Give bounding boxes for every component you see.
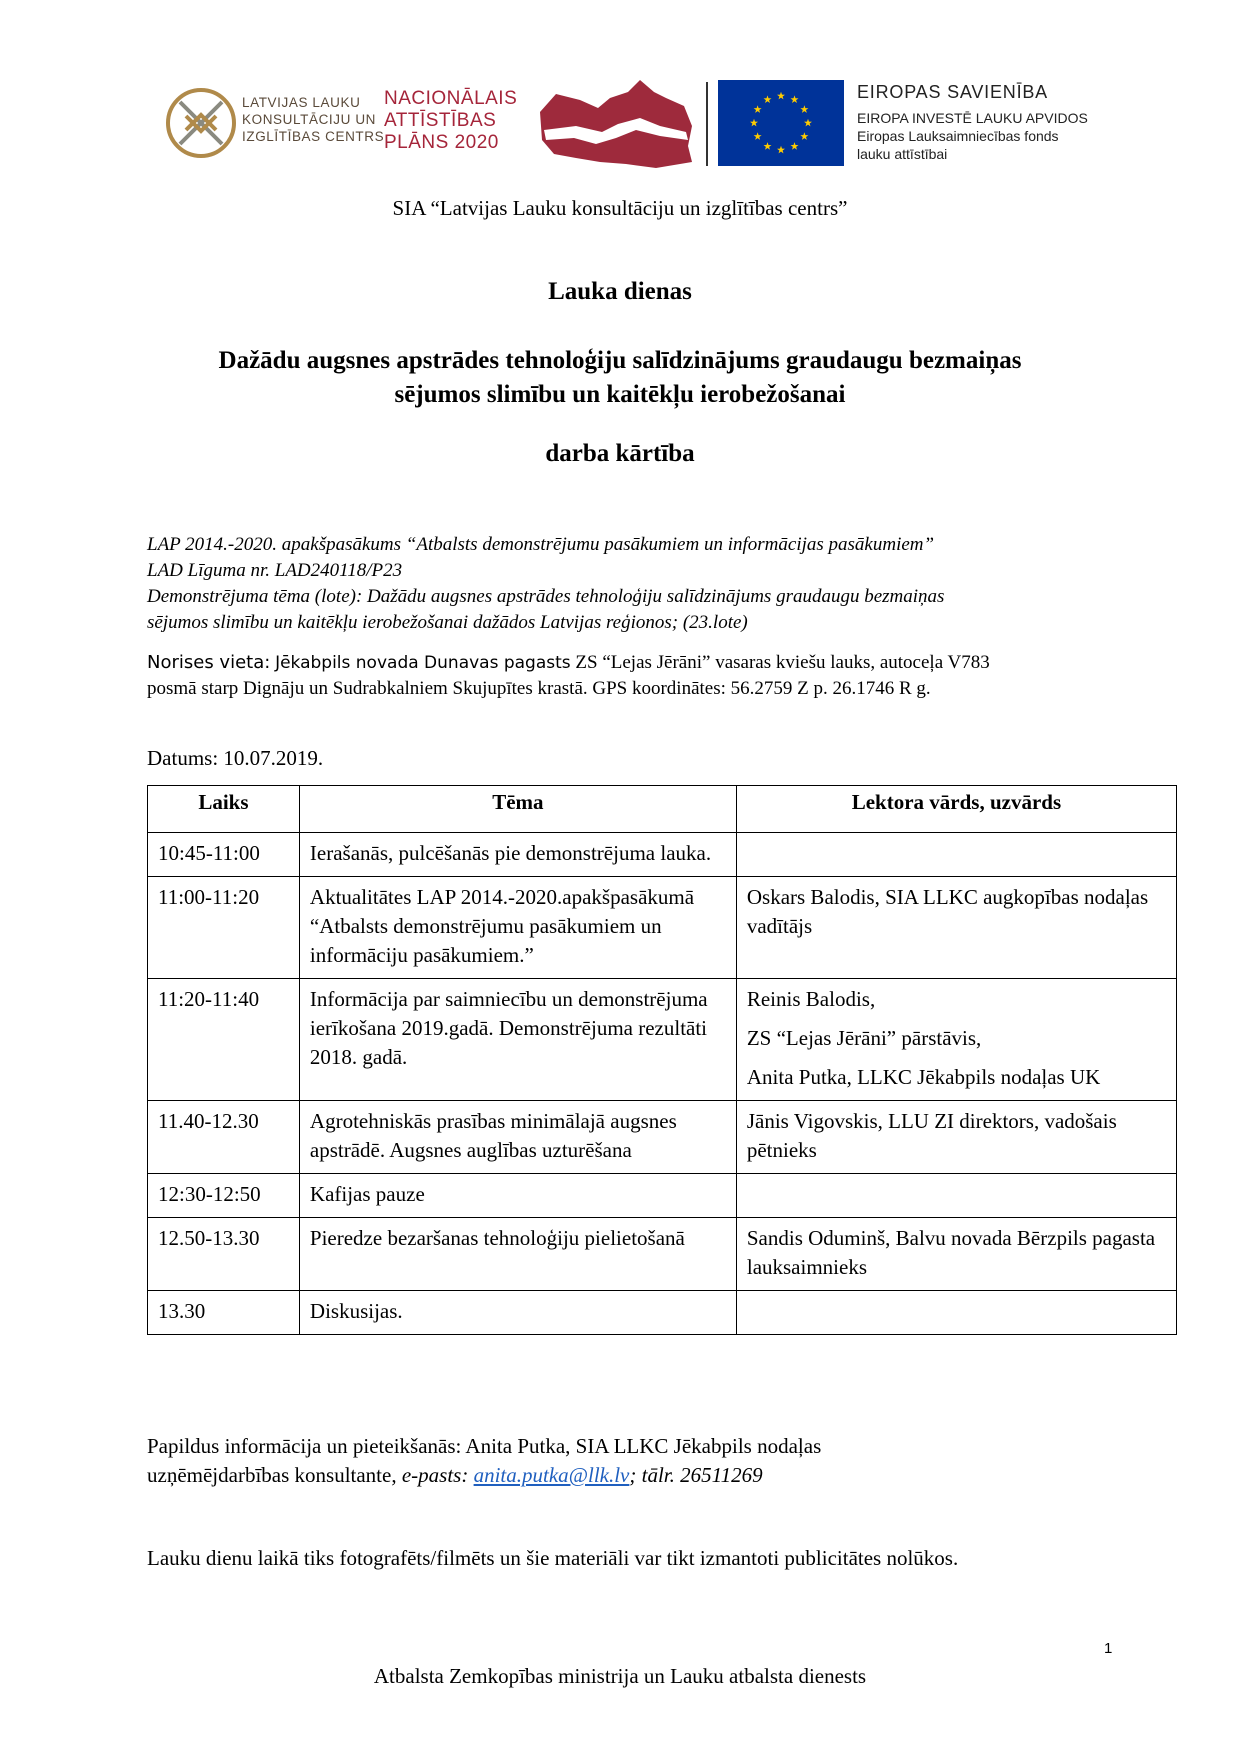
email-link[interactable]: anita.putka@llk.lv bbox=[473, 1463, 630, 1487]
nap-logo-text: NACIONĀLAIS ATTĪSTĪBAS PLĀNS 2020 bbox=[384, 88, 518, 153]
organization-line: SIA “Latvijas Lauku konsultāciju un izglītības centrs” bbox=[392, 196, 848, 220]
agenda-time: 13.30 bbox=[148, 1291, 300, 1335]
eu-title: EIROPAS SAVIENĪBA bbox=[857, 82, 1048, 102]
agenda-lecturer bbox=[736, 1291, 1176, 1335]
latvia-map-icon bbox=[536, 78, 696, 170]
event-date: Datums: 10.07.2019. bbox=[147, 746, 324, 770]
agenda-time: 12.50-13.30 bbox=[148, 1218, 300, 1291]
agenda-lecturer bbox=[736, 1218, 1176, 1291]
header-time: Laiks bbox=[148, 786, 300, 833]
agenda-time: 11:20-11:40 bbox=[148, 979, 300, 1101]
agenda-row bbox=[148, 833, 1177, 877]
agenda-row bbox=[148, 1174, 1177, 1218]
lecturer-line: ZS “Lejas Jērāni” pārstāvis, bbox=[746, 1026, 982, 1050]
lecturer-line: Jānis Vigovskis, LLU ZI direktors, vadošais pētnieks bbox=[746, 1109, 1117, 1162]
agenda-topic: Ierašanās, pulcēšanās pie demonstrējuma lauka. bbox=[299, 833, 736, 877]
agenda-topic: Diskusijas. bbox=[299, 1291, 736, 1335]
page-number: 1 bbox=[1104, 1640, 1113, 1657]
agenda-row bbox=[148, 979, 1177, 1101]
agenda-lecturer bbox=[736, 1101, 1176, 1174]
agenda-topic: Kafijas pauze bbox=[299, 1174, 736, 1218]
agenda-time: 11.40-12.30 bbox=[148, 1101, 300, 1174]
agenda-topic: Aktualitātes LAP 2014.-2020.apakšpasākumā “Atbalsts demonstrējumu pasākumiem un informāciju pasākumiem.” bbox=[299, 877, 736, 979]
agenda-time: 12:30-12:50 bbox=[148, 1174, 300, 1218]
agenda-lecturer bbox=[736, 1174, 1176, 1218]
header-lecturer: Lektora vārds, uzvārds bbox=[736, 786, 1176, 833]
llkc-emblem-icon bbox=[164, 86, 238, 160]
title-agenda: darba kārtība bbox=[545, 440, 695, 467]
logo-divider bbox=[706, 82, 708, 166]
agenda-body bbox=[148, 833, 1177, 1335]
title-topic: Dažādu augsnes apstrādes tehnoloģiju salīdzinājums graudaugu bezmaiņas sējumos slimību un kaitēkļu ierobežošanai bbox=[218, 347, 1022, 408]
agenda-topic: Agrotehniskās prasības minimālajā augsnes apstrādē. Augsnes auglības uzturēšana bbox=[299, 1101, 736, 1174]
agenda-time: 11:00-11:20 bbox=[148, 877, 300, 979]
title-field-days: Lauka dienas bbox=[548, 278, 692, 305]
contact-info: Papildus informācija un pieteikšanās: Anita Putka, SIA LLKC Jēkabpils nodaļas uzņēmējdarbības konsultante, e-pasts: anita.putka@llk.lv; tālr. 26511269 bbox=[147, 1434, 822, 1487]
lecturer-line: Sandis Oduminš, Balvu novada Bērzpils pagasta lauksaimnieks bbox=[746, 1226, 1156, 1279]
eu-line-1: EIROPA INVESTĒ LAUKU APVIDOS bbox=[857, 110, 1088, 126]
venue-info bbox=[147, 650, 1127, 702]
agenda-topic: Informācija par saimniecību un demonstrējuma ierīkošana 2019.gadā. Demonstrējuma rezultāti 2018. gadā. bbox=[299, 979, 736, 1101]
publicity-note: Lauku dienu laikā tiks fotografēts/filmēts un šie materiāli var tikt izmantoti publicitātes nolūkos. bbox=[147, 1546, 959, 1570]
lecturer-line: Reinis Balodis, bbox=[746, 987, 876, 1011]
footer-supporters: Atbalsta Zemkopības ministrija un Lauku atbalsta dienests bbox=[373, 1664, 867, 1688]
agenda-lecturer bbox=[736, 979, 1176, 1101]
program-info: LAP 2014.-2020. apakšpasākums “Atbalsts demonstrējumu pasākumiem un informācijas pasākumiem” LAD Līguma nr. LAD240118/P23 Demonstrējuma tēma (lote): Dažādu augsnes apstrādes tehnoloģiju salīdzinājums graudaugu bezmaiņas sējumos slimību un kaitēkļu ierobežošanai dažādos Latvijas reģionos; (23.lote) bbox=[147, 534, 945, 633]
header-topic: Tēma bbox=[299, 786, 736, 833]
eu-line-2: Eiropas Lauksaimniecības fonds bbox=[857, 128, 1059, 144]
agenda-row bbox=[148, 1101, 1177, 1174]
agenda-time: 10:45-11:00 bbox=[148, 833, 300, 877]
eu-line-3: lauku attīstībai bbox=[857, 146, 948, 162]
venue-location: posmā starp Dignāju un Sudrabkalniem Skujupītes krastā. GPS koordinātes: 56.2759 Z p. 26.1746 R g. bbox=[147, 678, 931, 699]
agenda-lecturer bbox=[736, 877, 1176, 979]
agenda-topic: Pieredze bezaršanas tehnoloģiju pielietošanā bbox=[299, 1218, 736, 1291]
venue-label: Norises vieta: bbox=[147, 652, 271, 673]
agenda-row bbox=[148, 1218, 1177, 1291]
llkc-logo-text: LATVIJAS LAUKU KONSULTĀCIJU UN IZGLĪTĪBAS CENTRS bbox=[242, 95, 385, 144]
agenda-lecturer bbox=[736, 833, 1176, 877]
phone-number: ; tālr. 26511269 bbox=[629, 1463, 763, 1487]
venue-municipality: Jēkabpils novada Dunavas pagasts bbox=[275, 653, 571, 673]
agenda-row bbox=[148, 1291, 1177, 1335]
lecturer-line: Oskars Balodis, SIA LLKC augkopības nodaļas vadītājs bbox=[746, 885, 1149, 938]
agenda-header-row bbox=[148, 786, 1177, 833]
agenda-table bbox=[147, 785, 1177, 1335]
venue-farm: ZS “Lejas Jērāni” vasaras kviešu lauks, autoceļa V783 bbox=[575, 652, 990, 673]
agenda-row bbox=[148, 877, 1177, 979]
lecturer-line: Anita Putka, LLKC Jēkabpils nodaļas UK bbox=[746, 1065, 1101, 1089]
eu-flag-icon bbox=[718, 80, 844, 166]
header-logos bbox=[160, 78, 1120, 170]
